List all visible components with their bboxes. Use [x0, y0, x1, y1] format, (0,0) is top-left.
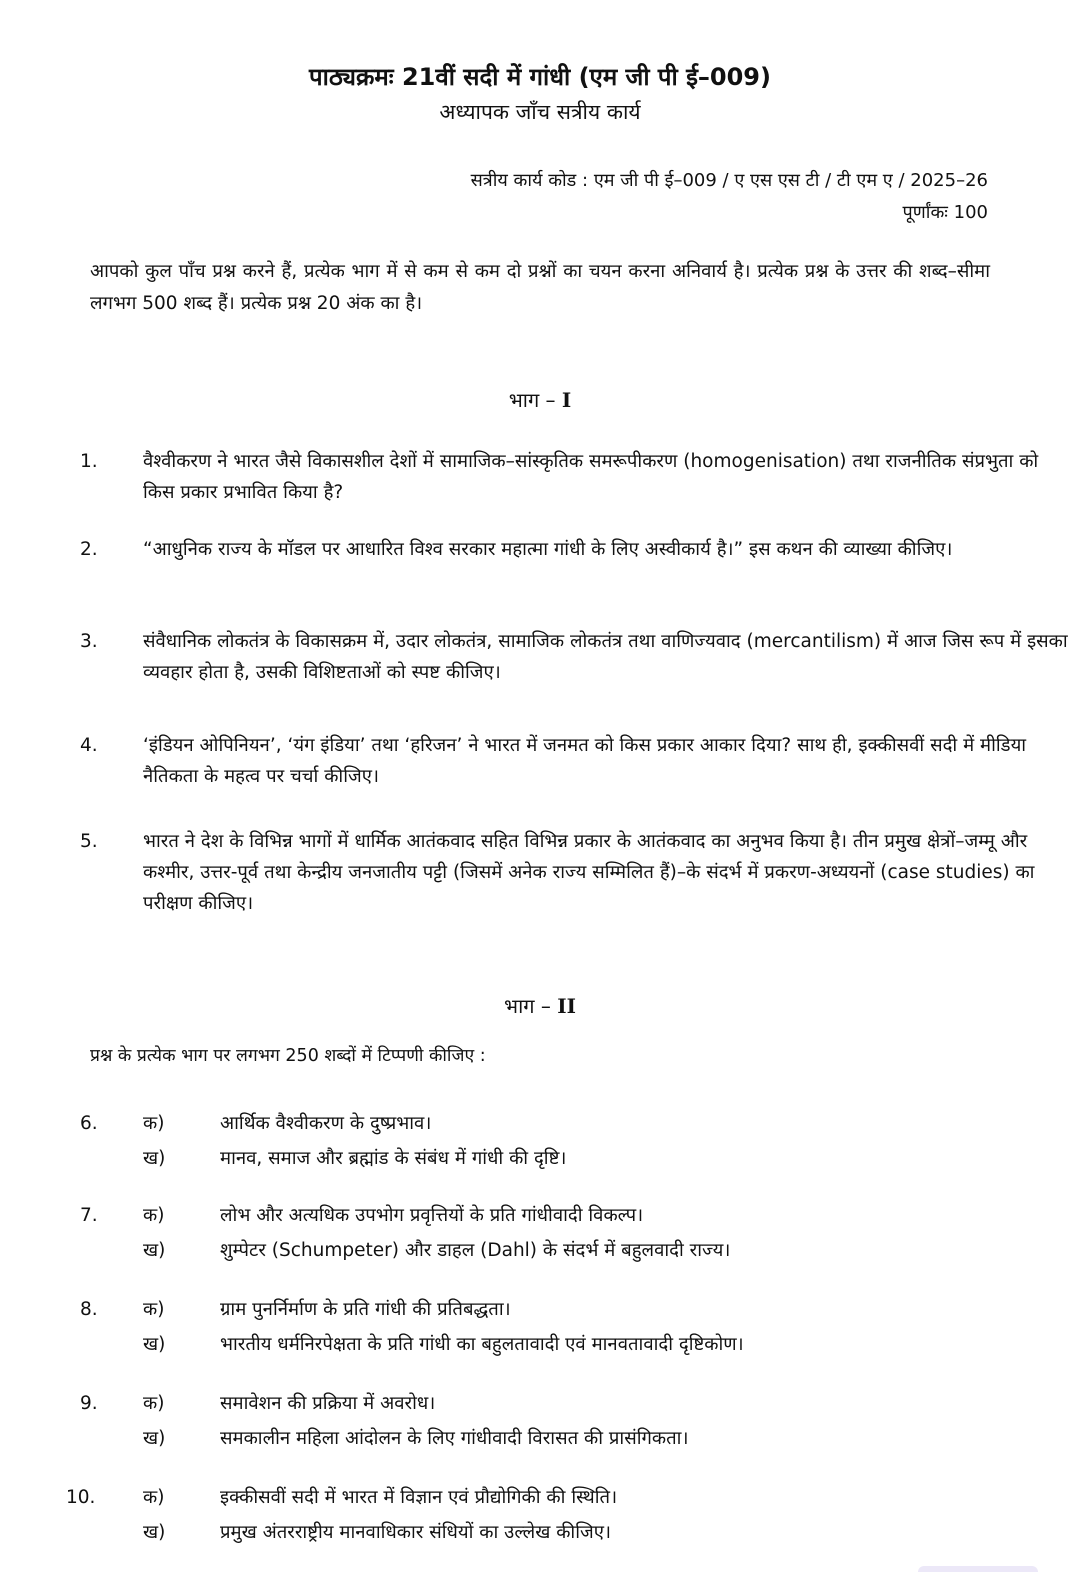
document-subtitle: अध्यापक जाँच सत्रीय कार्य [439, 100, 641, 124]
question-number: 4. [80, 735, 98, 756]
question-number: 3. [80, 631, 98, 652]
sub-label-b: ख) [143, 1428, 166, 1449]
question-4 [80, 730, 1070, 792]
sub-label-a: क) [143, 1487, 165, 1508]
sub-question-b: प्रमुख अंतरराष्ट्रीय मानवाधिकार संधियों का उल्लेख कीजिए। [220, 1522, 611, 1543]
sub-question-b: भारतीय धर्मनिरपेक्षता के प्रति गांधी का बहुलतावादी एवं मानवतावादी दृष्टिकोण। [220, 1334, 744, 1355]
sub-label-b: ख) [143, 1334, 166, 1355]
sub-question-b: शुम्पेटर (Schumpeter) और डाहल (Dahl) के संदर्भ में बहुलवादी राज्य। [220, 1240, 731, 1261]
question-1 [80, 446, 1070, 508]
question-5 [80, 826, 1070, 919]
part-2-numeral: II [557, 994, 576, 1018]
sub-label-b: ख) [143, 1240, 166, 1261]
question-number: 2. [80, 539, 98, 560]
question-6 [80, 1106, 1070, 1176]
question-7 [80, 1198, 1070, 1268]
question-number: 6. [80, 1113, 98, 1134]
sub-question-b: मानव, समाज और ब्रह्मांड के संबंध में गांधी की दृष्टि। [220, 1148, 567, 1169]
question-number: 8. [80, 1299, 98, 1320]
question-number: 7. [80, 1205, 98, 1226]
question-10 [66, 1480, 1056, 1550]
sub-question-b: समकालीन महिला आंदोलन के लिए गांधीवादी विरासत की प्रासंगिकता। [220, 1428, 689, 1449]
question-text: “आधुनिक राज्य के मॉडल पर आधारित विश्व सरकार महात्मा गांधी के लिए अस्वीकार्य है।” इस कथन की व्याख्या कीजिए। [143, 539, 953, 560]
sub-question-a: इक्कीसवीं सदी में भारत में विज्ञान एवं प्रौद्योगिकी की स्थिति। [220, 1487, 618, 1508]
question-9 [80, 1386, 1070, 1456]
course-title: पाठ्यक्रमः 21वीं सदी में गांधी (एम जी पी ई–009) [309, 63, 771, 91]
question-2 [80, 534, 1070, 565]
part-1-numeral: I [561, 388, 572, 412]
question-number: 9. [80, 1393, 98, 1414]
sub-question-a: समावेशन की प्रक्रिया में अवरोध। [220, 1393, 436, 1414]
part-2-heading [0, 992, 1080, 1019]
corner-overlay-decoration [918, 1566, 1038, 1572]
general-instructions: आपको कुल पाँच प्रश्न करने हैं, प्रत्येक भाग में से कम से कम दो प्रश्नों का चयन करना अनिवार्य है। प्रत्येक प्रश्न के उत्तर की शब्द–सीमा लगभग 500 शब्द हैं। प्रत्येक प्रश्न 20 अंक का है। [90, 261, 990, 314]
sub-label-b: ख) [143, 1148, 166, 1169]
part-2-label: भाग – [504, 994, 551, 1018]
sub-label-a: क) [143, 1205, 165, 1226]
part-1-label: भाग – [508, 388, 556, 412]
sub-question-a: आर्थिक वैश्वीकरण के दुष्प्रभाव। [220, 1113, 432, 1134]
question-8 [80, 1292, 1070, 1362]
sub-label-a: क) [143, 1393, 165, 1414]
question-number: 5. [80, 831, 98, 852]
assignment-code: सत्रीय कार्य कोड : एम जी पी ई–009 / ए एस एस टी / टी एम ए / 2025–26 [470, 170, 988, 191]
question-3 [80, 626, 1070, 688]
sub-label-b: ख) [143, 1522, 166, 1543]
sub-question-a: लोभ और अत्यधिक उपभोग प्रवृत्तियों के प्रति गांधीवादी विकल्प। [220, 1205, 644, 1226]
part-2-instructions: प्रश्न के प्रत्येक भाग पर लगभग 250 शब्दों में टिप्पणी कीजिए : [90, 1046, 486, 1066]
question-number: 1. [80, 451, 98, 472]
sub-question-a: ग्राम पुनर्निर्माण के प्रति गांधी की प्रतिबद्धता। [220, 1299, 511, 1320]
question-text: ‘इंडियन ओपिनियन’, ‘यंग इंडिया’ तथा ‘हरिजन’ ने भारत में जनमत को किस प्रकार आकार दिया? साथ ही, इक्कीसवीं सदी में मीडिया नैतिकता के महत्व पर चर्चा कीजिए। [143, 735, 1027, 787]
question-text: संवैधानिक लोकतंत्र के विकासक्रम में, उदार लोकतंत्र, सामाजिक लोकतंत्र तथा वाणिज्यवाद (mercantilism) में आज जिस रूप में इसका व्यवहार होता है, उसकी विशिष्टताओं को स्पष्ट कीजिए। [143, 631, 1068, 683]
question-text: वैश्वीकरण ने भारत जैसे विकासशील देशों में सामाजिक–सांस्कृतिक समरूपीकरण (homogenisation) तथा राजनीतिक संप्रभुता को किस प्रकार प्रभावित किया है? [143, 451, 1039, 503]
question-text: भारत ने देश के विभिन्न भागों में धार्मिक आतंकवाद सहित विभिन्न प्रकार के आतंकवाद का अनुभव किया है। तीन प्रमुख क्षेत्रों–जम्मू और कश्मीर, उत्तर-पूर्व तथा केन्द्रीय जनजातीय पट्टी (जिसमें अनेक राज्य सम्मिलित हैं)–के संदर्भ में प्रकरण-अध्ययनों (case studies) का परीक्षण कीजिए। [143, 831, 1035, 914]
max-marks: पूर्णांकः 100 [902, 202, 988, 223]
sub-label-a: क) [143, 1113, 165, 1134]
sub-label-a: क) [143, 1299, 165, 1320]
question-number: 10. [66, 1487, 96, 1508]
part-1-heading [0, 386, 1080, 413]
